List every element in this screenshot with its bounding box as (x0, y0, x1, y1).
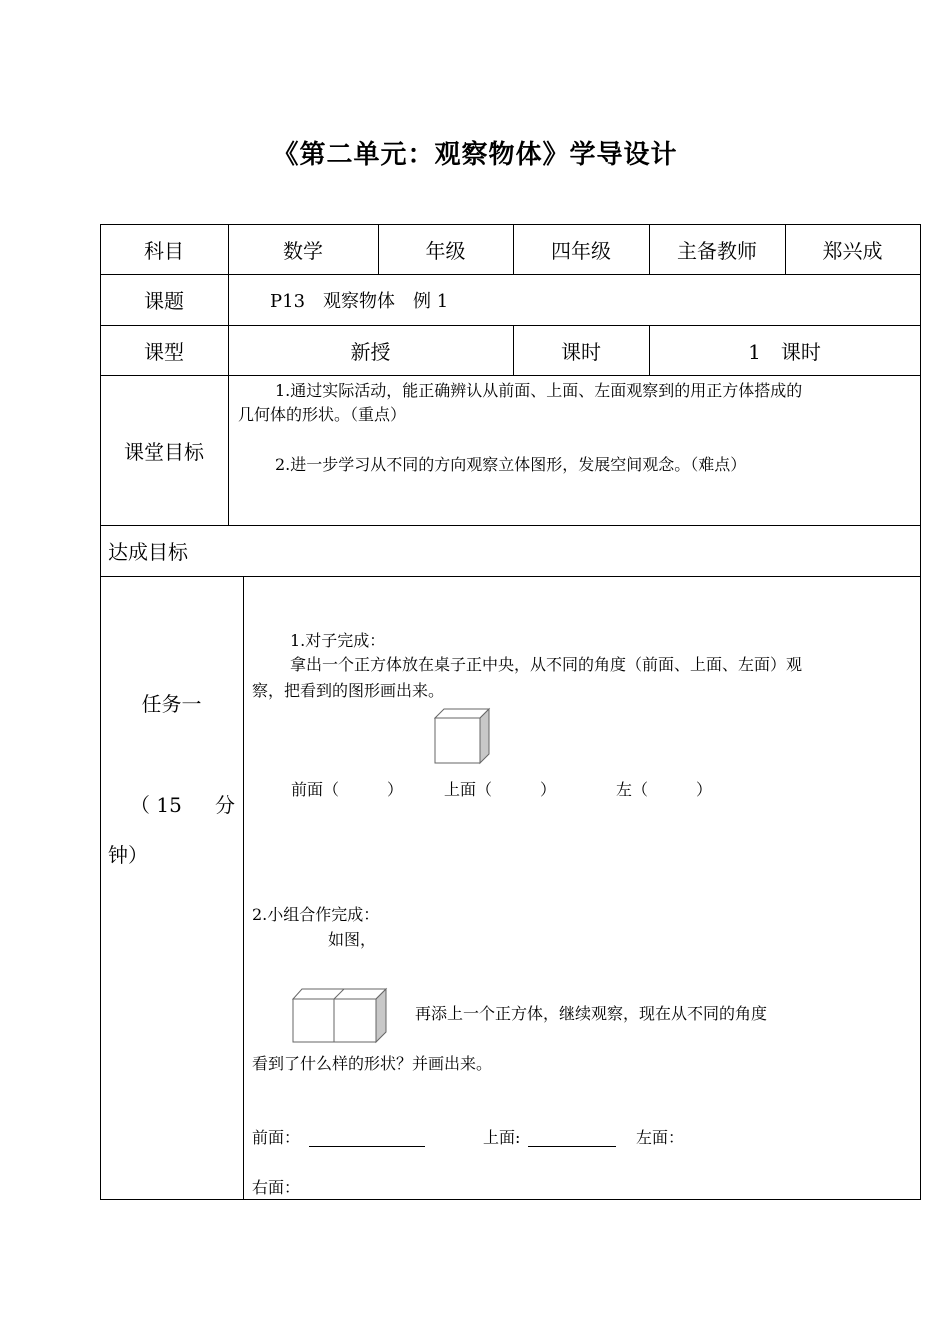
task-time-close: 钟） (108, 842, 148, 867)
achievement-label: 达成目标 (108, 540, 188, 564)
view-top-2-label: 上面: (483, 1128, 521, 1147)
single-cube-figure (434, 707, 492, 765)
part2-figure-ref: 如图， (328, 930, 377, 949)
period-value: 1 课时 (748, 339, 821, 364)
topic-value: P13 观察物体 例 1 (270, 290, 449, 312)
task-time-open: （ 15 (130, 792, 182, 817)
part1-heading: 1.对子完成： (290, 631, 386, 650)
part1-line-1: 拿出一个正方体放在桌子正中央，从不同的角度（前面、上面、左面）观 (290, 655, 803, 674)
objective-1-line-2: 几何体的形状。（重点） (238, 405, 407, 424)
teacher-value: 郑兴成 (822, 238, 883, 263)
objectives-label: 课堂目标 (124, 439, 204, 464)
view-right-2-label: 右面： (252, 1178, 301, 1197)
subject-label: 科目 (144, 238, 184, 263)
part1-line-2: 察，把看到的图形画出来。 (252, 681, 445, 700)
task-time-unit: 分 (215, 792, 235, 817)
part2-line-1: 再添上一个正方体，继续观察，现在从不同的角度 (415, 1004, 768, 1023)
part2-line-2: 看到了什么样的形状？并画出来。 (252, 1054, 493, 1073)
teacher-label: 主备教师 (677, 238, 757, 263)
grade-label: 年级 (425, 238, 466, 263)
topic-label: 课题 (144, 289, 184, 313)
view-top-1: 上面（ ） (444, 780, 557, 799)
grade-value: 四年级 (551, 238, 611, 263)
lesson-type-label: 课型 (144, 339, 184, 364)
task-one-label: 任务一 (141, 691, 202, 716)
view-left-2-label: 左面： (636, 1128, 685, 1147)
view-left-1: 左（ ） (616, 780, 713, 799)
front-answer-line (309, 1146, 425, 1147)
top-answer-line (528, 1146, 616, 1147)
objective-2: 2.进一步学习从不同的方向观察立体图形，发展空间观念。（难点） (275, 455, 747, 474)
lesson-type-value: 新授 (350, 339, 391, 364)
view-front-1: 前面（ ） (291, 780, 404, 799)
page-title: 《第二单元：观察物体》学导设计 (272, 140, 678, 170)
part2-heading: 2.小组合作完成： (252, 905, 380, 924)
period-label: 课时 (561, 339, 601, 364)
objective-1-line-1: 1.通过实际活动，能正确辨认从前面、上面、左面观察到的用正方体搭成的 (275, 381, 803, 400)
subject-value: 数学 (283, 238, 323, 263)
double-cube-figure (292, 987, 388, 1044)
lesson-plan-table (100, 224, 921, 1200)
view-front-2-label: 前面： (252, 1128, 301, 1147)
